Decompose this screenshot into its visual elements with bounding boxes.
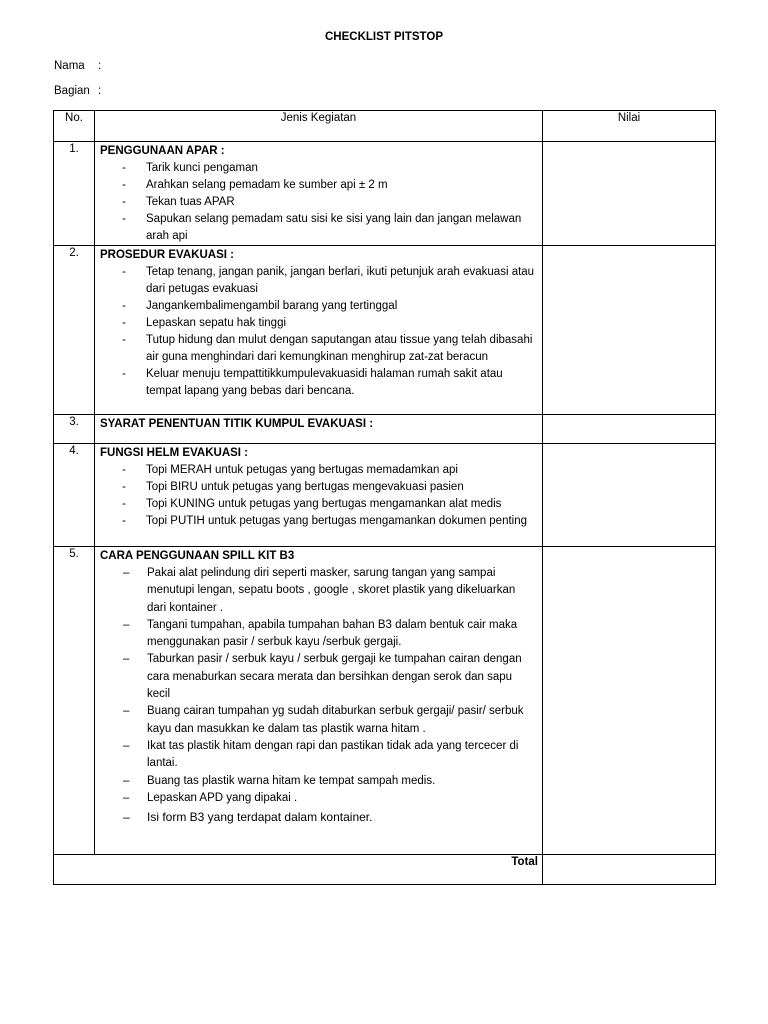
document-title: CHECKLIST PITSTOP bbox=[325, 31, 443, 43]
list-item: – Buang tas plastik warna hitam ke tempat sampah medis. bbox=[100, 773, 537, 790]
total-row bbox=[54, 855, 716, 885]
total-nilai-cell[interactable] bbox=[543, 855, 716, 885]
row-number: 5. bbox=[54, 547, 95, 855]
list-item: - Sapukan selang pemadam satu sisi ke sisi yang lain dan jangan melawan arah api bbox=[100, 211, 537, 245]
list-item: - Topi BIRU untuk petugas yang bertugas mengevakuasi pasien bbox=[100, 479, 537, 496]
list-item: – Lepaskan APD yang dipakai . bbox=[100, 790, 537, 807]
list-item: – Ikat tas plastik hitam dengan rapi dan pastikan tidak ada yang tercecer di lantai. bbox=[100, 738, 537, 773]
nama-field bbox=[54, 60, 101, 72]
list-item: - Tetap tenang, jangan panik, jangan berlari, ikuti petunjuk arah evakuasi atau dari petugas evakuasi bbox=[100, 264, 537, 298]
checklist-table bbox=[53, 110, 716, 885]
activity-cell bbox=[95, 415, 543, 444]
table-row bbox=[54, 444, 716, 547]
row-number: 2. bbox=[54, 246, 95, 415]
list-item: – Isi form B3 yang terdapat dalam kontainer. bbox=[100, 809, 537, 826]
activity-cell bbox=[95, 444, 543, 547]
section-title: CARA PENGGUNAAN SPILL KIT B3 bbox=[100, 550, 295, 562]
nilai-cell[interactable] bbox=[543, 547, 716, 855]
list-item: - Arahkan selang pemadam ke sumber api ± 2 m bbox=[100, 177, 537, 194]
table-row bbox=[54, 415, 716, 444]
table-header-row bbox=[54, 111, 716, 142]
activity-list bbox=[100, 160, 537, 245]
header-nilai: Nilai bbox=[543, 111, 716, 142]
section-title: FUNGSI HELM EVAKUASI : bbox=[100, 447, 249, 459]
list-item: - Topi PUTIH untuk petugas yang bertugas mengamankan dokumen penting bbox=[100, 513, 537, 530]
header-jenis-kegiatan: Jenis Kegiatan bbox=[95, 111, 543, 142]
list-item: - Jangankembalimengambil barang yang tertinggal bbox=[100, 298, 537, 315]
row-number: 1. bbox=[54, 142, 95, 246]
list-item: – Taburkan pasir / serbuk kayu / serbuk gergaji ke tumpahan cairan dengan cara menaburkan secara merata dan bersihkan dengan serok dan sapu kecil bbox=[100, 651, 537, 703]
header-no: No. bbox=[54, 111, 95, 142]
activity-cell bbox=[95, 142, 543, 246]
nilai-cell[interactable] bbox=[543, 246, 716, 415]
list-item: – Buang cairan tumpahan yg sudah ditaburkan serbuk gergaji/ pasir/ serbuk kayu dan masukkan ke dalam tas plastik warna hitam . bbox=[100, 703, 537, 738]
table-row bbox=[54, 142, 716, 246]
nilai-cell[interactable] bbox=[543, 415, 716, 444]
activity-cell bbox=[95, 547, 543, 855]
bagian-separator: : bbox=[98, 85, 102, 97]
section-title: PENGGUNAAN APAR : bbox=[100, 145, 225, 157]
list-item: - Topi MERAH untuk petugas yang bertugas memadamkan api bbox=[100, 462, 537, 479]
activity-cell bbox=[95, 246, 543, 415]
total-label: Total bbox=[54, 855, 543, 885]
nilai-cell[interactable] bbox=[543, 444, 716, 547]
list-item: - Lepaskan sepatu hak tinggi bbox=[100, 315, 537, 332]
list-item: - Keluar menuju tempattitikkumpulevakuasidi halaman rumah sakit atau tempat lapang yang bebas dari bencana. bbox=[100, 366, 537, 400]
section-title: PROSEDUR EVAKUASI : bbox=[100, 249, 234, 261]
nama-label: Nama bbox=[54, 60, 85, 72]
list-item: - Tekan tuas APAR bbox=[100, 194, 537, 211]
section-title: SYARAT PENENTUAN TITIK KUMPUL EVAKUASI : bbox=[100, 418, 374, 430]
nama-separator: : bbox=[98, 60, 102, 72]
activity-list bbox=[100, 565, 537, 826]
bagian-label: Bagian bbox=[54, 85, 90, 97]
activity-list bbox=[100, 264, 537, 400]
table-row bbox=[54, 547, 716, 855]
table-row bbox=[54, 246, 716, 415]
row-number: 4. bbox=[54, 444, 95, 547]
list-item: – Pakai alat pelindung diri seperti masker, sarung tangan yang sampai menutupi lengan, sepatu boots , google , skoret plastik yang dikeluarkan dari kontainer . bbox=[100, 565, 537, 617]
list-item: – Tangani tumpahan, apabila tumpahan bahan B3 dalam bentuk cair maka menggunakan pasir / serbuk kayu /serbuk gergaji. bbox=[100, 617, 537, 652]
list-item: - Topi KUNING untuk petugas yang bertugas mengamankan alat medis bbox=[100, 496, 537, 513]
bagian-field bbox=[54, 85, 101, 97]
activity-list bbox=[100, 462, 537, 530]
nilai-cell[interactable] bbox=[543, 142, 716, 246]
list-item: - Tarik kunci pengaman bbox=[100, 160, 537, 177]
row-number: 3. bbox=[54, 415, 95, 444]
list-item: - Tutup hidung dan mulut dengan saputangan atau tissue yang telah dibasahi air guna menghindari dari kemungkinan menghirup zat-zat beracun bbox=[100, 332, 537, 366]
